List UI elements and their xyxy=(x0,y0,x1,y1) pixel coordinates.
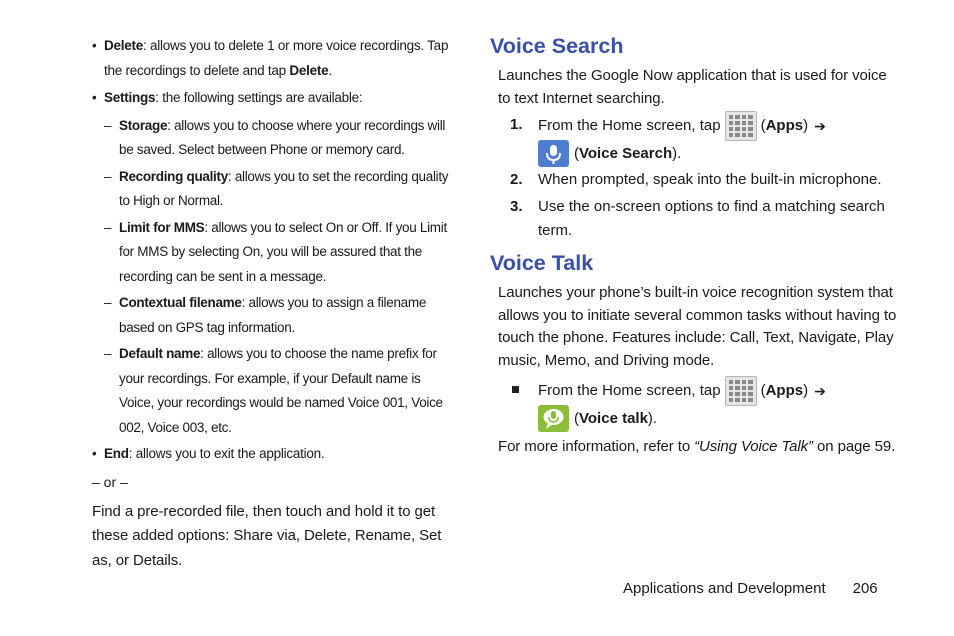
contextual-filename-description: : allows you to assign a filename based on GPS tag information. xyxy=(119,295,427,335)
more-info-prefix: For more information, refer to xyxy=(498,438,695,455)
sub-item-recording-quality xyxy=(92,165,454,214)
storage-description: : allows you to choose where your recordings will be saved. Select between Phone or memory card. xyxy=(119,117,446,157)
left-column xyxy=(92,34,454,573)
right-column xyxy=(490,32,900,459)
bullet-delete xyxy=(92,34,454,83)
bullet-end xyxy=(92,442,454,467)
paren: ) xyxy=(803,382,809,399)
dash-mark: – xyxy=(104,168,112,184)
step-number: 2. xyxy=(510,171,523,188)
dash-mark: – xyxy=(104,219,112,235)
page-footer xyxy=(623,578,878,600)
dash-mark: – xyxy=(104,295,112,310)
page-number: 206 xyxy=(852,580,878,597)
voice-talk-icon xyxy=(538,405,569,432)
heading-voice-search: Voice Search xyxy=(490,34,624,58)
arrow-right-icon: ➔ xyxy=(814,383,826,399)
cross-reference-link[interactable]: “Using Voice Talk” xyxy=(694,438,813,455)
sub-item-storage xyxy=(92,114,454,163)
step-text: From the Home screen, tap xyxy=(538,382,721,399)
term-storage: Storage xyxy=(119,117,168,133)
step-number: 3. xyxy=(510,198,523,215)
voice-search-label: Voice Search xyxy=(579,144,673,162)
recording-quality-description: : allows you to set the recording quality to High or Normal. xyxy=(119,168,449,208)
term-delete: Delete xyxy=(104,38,144,53)
footer-section-title: Applications and Development xyxy=(623,580,826,597)
pre-recorded-paragraph: Find a pre-recorded file, then touch and hold it to get these added options: Share via, Delete, Rename, Set as, or Details. xyxy=(92,502,442,569)
voice-search-step-2 xyxy=(490,168,900,192)
square-bullet xyxy=(512,386,519,393)
apps-grid-icon xyxy=(725,376,757,406)
paren: ( xyxy=(574,144,579,162)
term-default-name: Default name xyxy=(119,346,201,361)
step-text: From the Home screen, tap xyxy=(538,117,721,134)
more-info-suffix: on page 59. xyxy=(812,438,896,455)
bullet-dot: • xyxy=(92,90,97,105)
dash-mark: – xyxy=(104,346,112,361)
sub-item-limit-for-mms xyxy=(92,216,454,290)
apps-label: Apps xyxy=(765,382,804,399)
paren: ) xyxy=(803,117,809,134)
voice-search-step-1 xyxy=(490,113,900,167)
paren: ). xyxy=(672,144,682,162)
paren: ). xyxy=(647,409,658,427)
apps-label: Apps xyxy=(765,117,804,134)
sub-item-default-name xyxy=(92,342,454,440)
more-info-paragraph xyxy=(490,436,900,459)
voice-talk-step xyxy=(490,378,900,432)
bullet-settings xyxy=(92,86,454,111)
step-text: When prompted, speak into the built-in microphone. xyxy=(538,171,882,188)
term-limit-for-mms: Limit for MMS xyxy=(119,219,205,235)
voice-talk-intro: Launches your phone’s built-in voice recognition system that allows you to initiate several common tasks without having to touch the phone. Features include: Call, Text, Navigate, Play music, Memo, and Driving mode. xyxy=(498,284,897,369)
limit-for-mms-description: : allows you to select On or Off. If you Limit for MMS by selecting On, you will be assured that the recording can be sent in a message. xyxy=(119,219,447,284)
term-recording-quality: Recording quality xyxy=(119,168,228,184)
paren: ( xyxy=(760,382,766,399)
voice-talk-label: Voice talk xyxy=(579,409,648,427)
or-separator: – or – xyxy=(92,473,128,490)
voice-search-intro: Launches the Google Now application that is used for voice to text Internet searching. xyxy=(498,67,887,107)
arrow-right-icon: ➔ xyxy=(814,118,826,134)
term-contextual-filename: Contextual filename xyxy=(119,295,242,310)
sub-item-contextual-filename xyxy=(92,291,454,340)
apps-grid-icon xyxy=(725,111,757,141)
paren: ( xyxy=(760,117,766,134)
bullet-dot: • xyxy=(92,446,97,461)
step-number: 1. xyxy=(510,116,523,133)
default-name-description: : allows you to choose the name prefix for your recordings. For example, if your Default name is Voice, your recordings would be named Voice 001, Voice 002, Voice 003, etc. xyxy=(119,346,443,435)
paren: ( xyxy=(574,409,579,427)
term-delete-2: Delete xyxy=(289,62,329,78)
settings-description: : the following settings are available: xyxy=(155,90,363,105)
end-description: : allows you to exit the application. xyxy=(128,446,325,461)
dash-mark: – xyxy=(104,117,112,133)
term-settings: Settings xyxy=(104,90,156,105)
delete-period: . xyxy=(328,62,332,78)
delete-description: : allows you to delete 1 or more voice recordings. Tap the recordings to delete and tap xyxy=(104,38,449,78)
step-text: Use the on-screen options to find a matching search term. xyxy=(538,198,885,239)
bullet-dot: • xyxy=(92,38,97,53)
microphone-icon xyxy=(538,140,569,167)
voice-search-step-3 xyxy=(490,195,900,243)
heading-voice-talk: Voice Talk xyxy=(490,251,594,275)
term-end: End xyxy=(104,446,129,461)
